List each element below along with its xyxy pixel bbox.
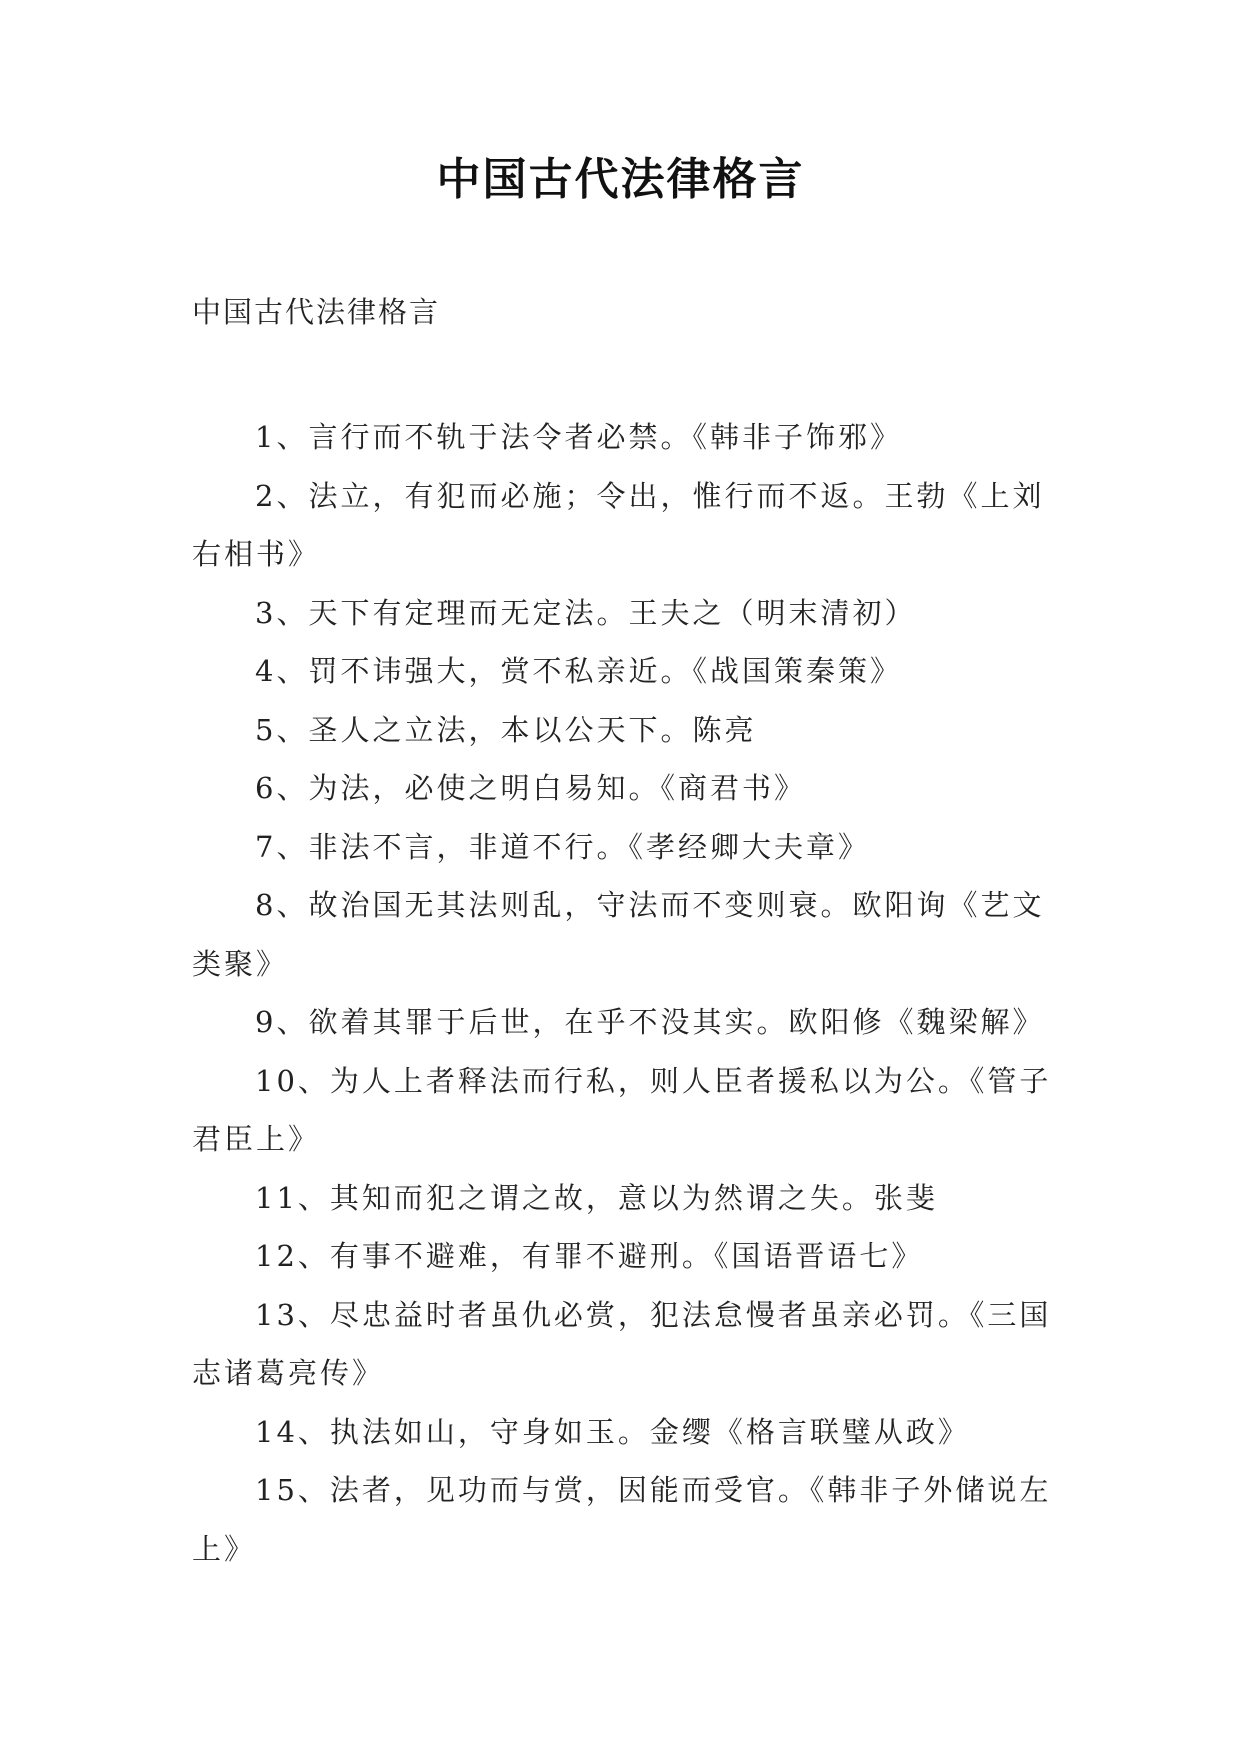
maxim-item-1: 1、言行而不轨于法令者必禁。《韩非子饰邪》 <box>255 420 902 454</box>
maxim-item-8: 8、故治国无其法则乱，守法而不变则衰。欧阳询《艺文类聚》 <box>192 888 1045 981</box>
maxim-item-4: 4、罚不讳强大，赏不私亲近。《战国策秦策》 <box>255 654 902 688</box>
maxim-item-12: 12、有事不避难，有罪不避刑。《国语晋语七》 <box>255 1239 924 1273</box>
document-subtitle: 中国古代法律格言 <box>192 295 441 329</box>
maxim-item-13: 13、尽忠益时者虽仇必赏，犯法怠慢者虽亲必罚。《三国志诸葛亮传》 <box>192 1297 1052 1390</box>
maxim-item-15: 15、法者，见功而与赏，因能而受官。《韩非子外储说左上》 <box>192 1473 1052 1566</box>
maxim-item-2: 2、法立，有犯而必施；令出，惟行而不返。王勃《上刘右相书》 <box>192 478 1045 571</box>
maxim-item-14: 14、执法如山，守身如玉。金缨《格言联璧从政》 <box>255 1414 970 1449</box>
maxim-item-9: 9、欲着其罪于后世，在乎不没其实。欧阳修《魏梁解》 <box>255 1005 1045 1039</box>
maxim-item-6: 6、为法，必使之明白易知。《商君书》 <box>255 771 806 805</box>
document-body <box>192 408 1052 1578</box>
maxim-item-5: 5、圣人之立法，本以公天下。陈亮 <box>255 712 757 747</box>
document-title: 中国古代法律格言 <box>436 154 805 205</box>
maxim-item-11: 11、其知而犯之谓之故，意以为然谓之失。张斐 <box>255 1180 938 1215</box>
maxim-item-10: 10、为人上者释法而行私，则人臣者援私以为公。《管子君臣上》 <box>192 1063 1052 1156</box>
maxim-item-3: 3、天下有定理而无定法。王夫之（明末清初） <box>255 595 917 630</box>
maxim-item-7: 7、非法不言，非道不行。《孝经卿大夫章》 <box>255 829 870 864</box>
